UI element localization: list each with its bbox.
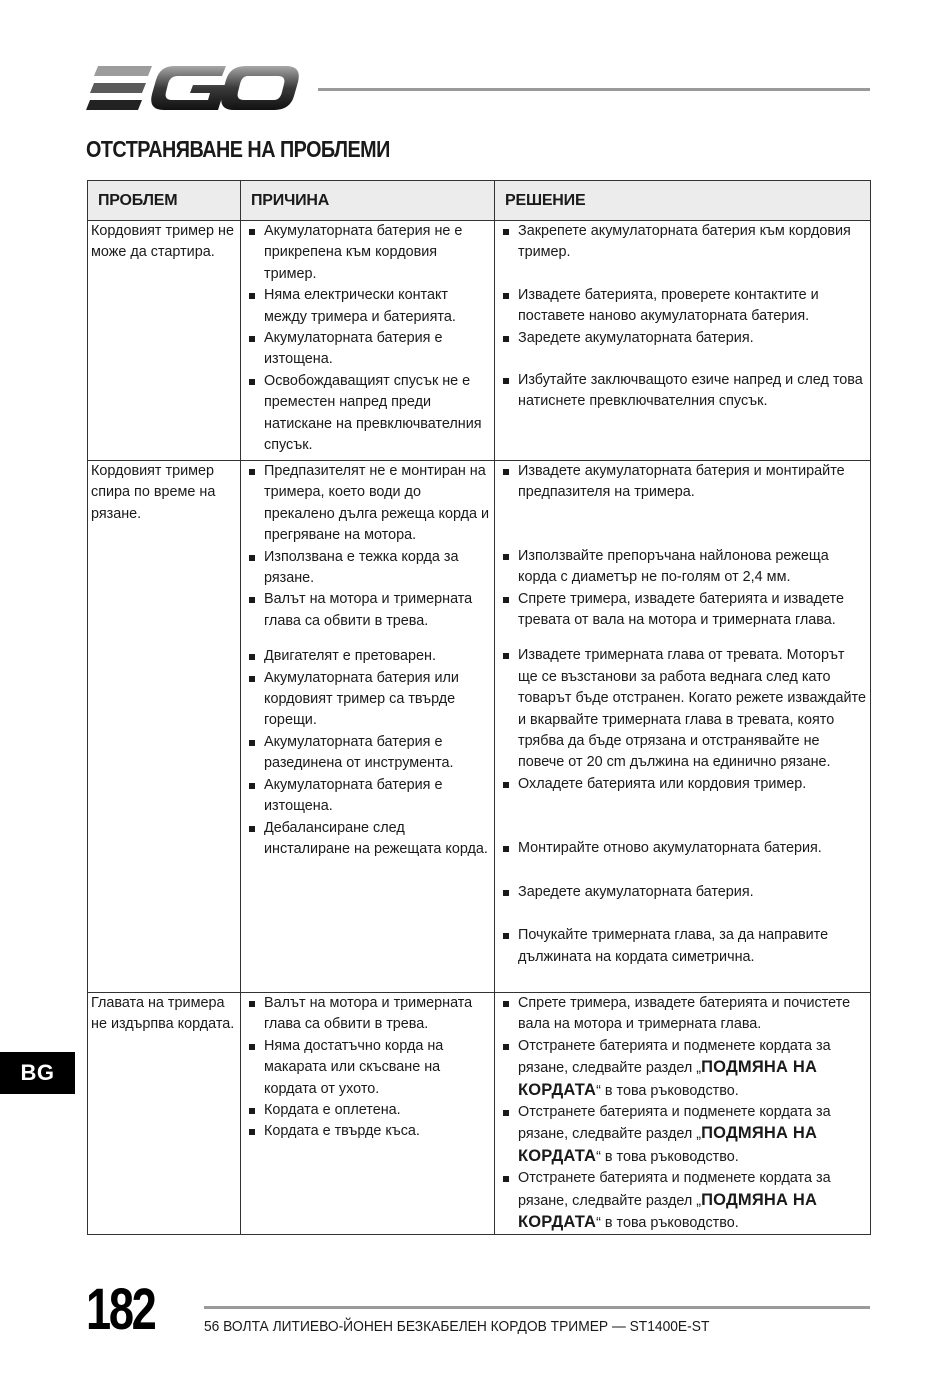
solution-text: “ в това ръководство. (596, 1148, 739, 1165)
footer-rule (204, 1306, 870, 1309)
cause-item: Няма електрически контакт между тримера и батерията. (247, 285, 492, 328)
cause-item: Валът на мотора и тримерната глава са обвити в трева. (247, 589, 492, 632)
table-row (88, 461, 871, 993)
solution-cell (495, 221, 871, 461)
solution-item: Монтирайте отново акумулаторната батерия. (501, 838, 868, 859)
solution-item (501, 1036, 868, 1102)
cause-item: Предпазителят не е монтиран на тримера, което води до прекалено дълга режеща корда и прегряване на мотора. (247, 461, 492, 547)
solution-item (501, 1102, 868, 1168)
problem-cell: Кордовият тример не може да стартира. (88, 221, 241, 461)
cause-cell (241, 221, 495, 461)
solution-item: Заредете акумулаторната батерия. (501, 328, 868, 349)
cause-item: Кордата е оплетена. (247, 1100, 492, 1121)
cause-item: Освобождаващият спусък не е преместен напред преди натискане на превключвателния спусък. (247, 371, 492, 457)
section-reference: ПОДМЯНА НА КОРДАТА (518, 1190, 818, 1232)
page-number: 182 (86, 1277, 155, 1342)
cause-item: Акумулаторната батерия е разединена от инструмента. (247, 732, 492, 775)
cause-item: Акумулаторната батерия е изтощена. (247, 775, 492, 818)
solution-item: Избутайте заключващото езиче напред и след това натиснете превключвателния спусък. (501, 370, 868, 413)
solution-item: Почукайте тримерната глава, за да направите дължината на кордата симетрична. (501, 925, 868, 968)
table-row (88, 221, 871, 461)
svg-text:EGO: EGO (86, 62, 89, 63)
cause-cell (241, 993, 495, 1235)
solution-text: Отстранете батерията и подменете кордата за рязане, следвайте раздел „ (518, 1104, 831, 1143)
solution-text: “ в това ръководство. (596, 1215, 739, 1232)
footer-text: 56 ВОЛТА ЛИТИЕВО-ЙОНЕН БЕЗКАБЕЛЕН КОРДОВ ТРИМЕР — ST1400E-ST (204, 1318, 710, 1335)
cause-item: Акумулаторната батерия не е прикрепена към кордовия тример. (247, 221, 492, 285)
header-problem: ПРОБЛЕМ (88, 181, 241, 221)
ego-logo (86, 62, 300, 116)
table-row (88, 993, 871, 1235)
solution-item: Извадете тримерната глава от тревата. Моторът ще се възстанови за работа веднага след като товарът бъде отстранен. Когато режете изваждайте и вкарвайте тримерната глава в тревата, която трябва да бъде отрязана и отстранявайте не повече от 20 cm дължина на единично рязане. (501, 645, 868, 773)
cause-item: Няма достатъчно корда на макарата или скъсване на кордата от ухото. (247, 1036, 492, 1100)
solution-item: Заредете акумулаторната батерия. (501, 882, 868, 903)
cause-item: Кордата е твърде къса. (247, 1121, 492, 1142)
cause-item: Акумулаторната батерия е изтощена. (247, 328, 492, 371)
language-tab: BG (0, 1052, 75, 1094)
solution-item (501, 1168, 868, 1234)
solution-cell (495, 461, 871, 993)
solution-item: Спрете тримера, извадете батерията и извадете тревата от вала на мотора и тримерната глава. (501, 589, 868, 632)
cause-item: Използвана е тежка корда за рязане. (247, 547, 492, 590)
header-rule (318, 88, 870, 91)
solution-item: Охладете батерията или кордовия тример. (501, 774, 868, 795)
troubleshooting-table (87, 180, 871, 1235)
cause-item: Дебалансиране след инсталиране на режещата корда. (247, 818, 492, 861)
page-title: ОТСТРАНЯВАНЕ НА ПРОБЛЕМИ (86, 136, 390, 162)
cause-cell (241, 461, 495, 993)
cause-item: Двигателят е претоварен. (247, 646, 492, 667)
solution-item: Извадете батерията, проверете контактите и поставете наново акумулаторната батерия. (501, 285, 868, 328)
solution-text: Отстранете батерията и подменете кордата за рязане, следвайте раздел „ (518, 1170, 831, 1209)
section-reference: ПОДМЯНА НА КОРДАТА (518, 1058, 818, 1099)
header-solution: РЕШЕНИЕ (495, 181, 871, 221)
solution-item: Закрепете акумулаторната батерия към кордовия тример. (501, 221, 868, 264)
solution-text: Отстранете батерията и подменете кордата за рязане, следвайте раздел „ (518, 1037, 831, 1077)
solution-item: Извадете акумулаторната батерия и монтирайте предпазителя на тримера. (501, 461, 868, 504)
cause-item: Валът на мотора и тримерната глава са обвити в трева. (247, 993, 492, 1036)
problem-cell: Главата на тримера не издърпва кордата. (88, 993, 241, 1235)
header-cause: ПРИЧИНА (241, 181, 495, 221)
section-reference: ПОДМЯНА НА КОРДАТА (518, 1124, 818, 1165)
problem-cell: Кордовият тример спира по време на рязане. (88, 461, 241, 993)
solution-item: Спрете тримера, извадете батерията и почистете вала на мотора и тримерната глава. (501, 993, 868, 1036)
table-header-row (88, 181, 871, 221)
solution-item: Използвайте препоръчана найлонова режеща корда с диаметър не по-голям от 2,4 мм. (501, 546, 868, 589)
solution-cell (495, 993, 871, 1235)
solution-text: “ в това ръководство. (596, 1082, 739, 1099)
cause-item: Акумулаторната батерия или кордовият тример са твърде горещи. (247, 668, 492, 732)
